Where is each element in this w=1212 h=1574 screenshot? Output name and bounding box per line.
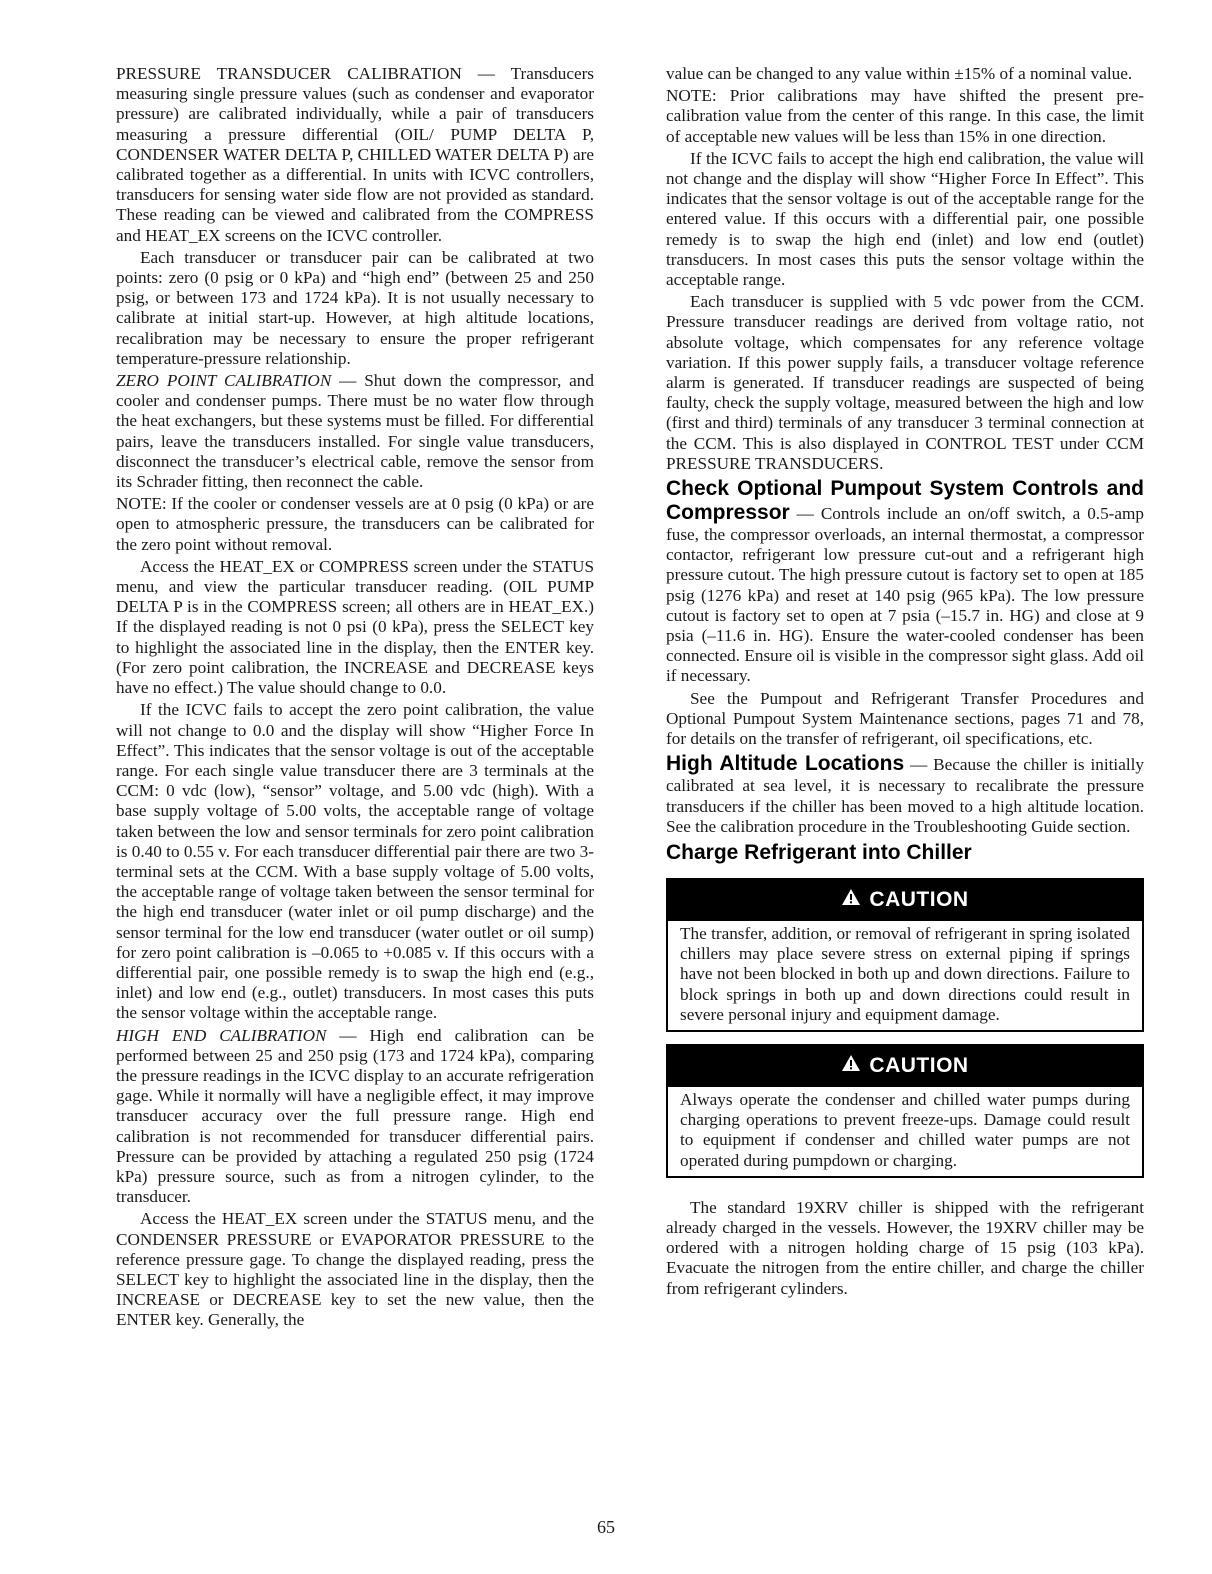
warning-triangle-icon: [841, 1054, 861, 1078]
caution-banner: [668, 1046, 1142, 1087]
paragraph: See the Pumpout and Refrigerant Transfer Procedures and Optional Pumpout System Maintenance sections, pages 71 and 78, for details on the transfer of refrigerant, oil specifications, etc.: [666, 688, 1144, 749]
paragraph: value can be changed to any value within ±15% of a nominal value.: [666, 64, 1133, 83]
caution-banner: [668, 880, 1142, 921]
right-column: [666, 64, 1144, 1299]
high-end-heading: HIGH END CALIBRATION: [116, 1025, 327, 1045]
pumpout-controls-heading: Check Optional Pumpout System Controls and Compressor: [666, 477, 1144, 525]
caution-box: [666, 878, 1144, 1032]
zero-point-heading: ZERO POINT CALIBRATION: [116, 371, 332, 391]
charge-refrigerant-heading: Charge Refrigerant into Chiller: [666, 840, 972, 864]
paragraph: Access the HEAT_EX or COMPRESS screen under the STATUS menu, and view the particular transducer reading. (OIL PUMP DELTA P is in the COMPRESS screen; all others are in HEAT_EX.) If the displayed reading is not 0 psi (0 kPa), press the SELECT key to highlight the associated line in the display, then the ENTER key. (For zero point calibration, the INCREASE and DECREASE keys have no effect.) The value should change to 0.0.: [116, 556, 594, 698]
page-number: 65: [597, 1517, 615, 1537]
high-altitude-heading: High Altitude Locations: [666, 752, 905, 776]
section-runin-heading: PRESSURE TRANSDUCER CALIBRATION —: [116, 64, 511, 83]
paragraph: High Altitude Locations — Because the chiller is initially calibrated at sea level, it is necessary to recalibrate the pressure transducers if the chiller has been moved to a high altitude location. See the calibration procedure in the Troubleshooting Guide section.: [666, 752, 1144, 836]
paragraph: PRESSURE TRANSDUCER CALIBRATION — Transducers measuring single pressure values (such as condenser and evaporator pressure) are calibrated individually, while a pair of transducers measuring a pressure differential (OIL/ PUMP DELTA P, CONDENSER WATER DELTA P, CHILLED WATER DELTA P) are calibrated together as a differential. In units with ICVC controllers, transducers for sensing water side flow are not provided as standard. These reading can be viewed and calibrated from the COMPRESS and HEAT_EX screens on the ICVC controller.: [116, 64, 595, 245]
paragraph: ZERO POINT CALIBRATION — Shut down the compressor, and cooler and condenser pumps. There must be no water flow through the heat exchangers, but these systems must be filled. For differential pairs, leave the transducers installed. For single value transducers, disconnect the transducer’s electrical cable, remove the sensor from its Schrader fitting, then reconnect the cable.: [116, 371, 594, 492]
note-paragraph: NOTE: If the cooler or condenser vessels are at 0 psig (0 kPa) or are open to atmospheric pressure, the transducers can be calibrated for the zero point without removal.: [116, 494, 594, 554]
paragraph: Each transducer is supplied with 5 vdc power from the CCM. Pressure transducer readings are derived from voltage ratio, not absolute voltage, which compensates for any reference voltage variation. If this power supply fails, a transducer voltage reference alarm is generated. If transducer readings are suspected of being faulty, check the supply voltage, measured between the high and low (first and third) terminals of any transducer 3 terminal connection at the CCM. This is also displayed in CONTROL TEST under CCM PRESSURE TRANSDUCERS.: [666, 292, 1144, 473]
paragraph: The standard 19XRV chiller is shipped with the refrigerant already charged in the vessels. However, the 19XRV chiller may be ordered with a nitrogen holding charge of 15 psig (103 kPa). Evacuate the nitrogen from the entire chiller, and charge the chiller from refrigerant cylinders.: [666, 1197, 1144, 1298]
caution-title: CAUTION: [869, 1053, 969, 1077]
caution-title: CAUTION: [869, 887, 969, 911]
paragraph: HIGH END CALIBRATION — High end calibration can be performed between 25 and 250 psig (173 and 1724 kPa), comparing the pressure readings in the ICVC display to an accurate refrigeration gage. While it normally will have a negligible effect, it may improve transducer accuracy over the full pressure range. High end calibration is not recommended for transducer differential pairs. Pressure can be provided by attaching a regulated 250 psig (1724 kPa) pressure source, such as from a nitrogen cylinder, to the transducer.: [116, 1025, 594, 1207]
warning-triangle-icon: [841, 888, 861, 912]
paragraph: If the ICVC fails to accept the zero point calibration, the value will not change to 0.0 and the display will show “Higher Force In Effect”. This indicates that the sensor voltage is out of the acceptable range. For each single value transducer there are 3 terminals at the CCM: 0 vdc (low), “sensor” voltage, and 5.00 vdc (high). With a base supply voltage of 5.00 volts, the acceptable range of voltage taken between the low and sensor terminals for zero point calibration is 0.40 to 0.55 v. For each transducer differential pair there are two 3-terminal sets at the CCM. With a base supply voltage of 5.00 volts, the acceptable range of voltage taken between the sensor terminal for the high end transducer (water inlet or oil pump discharge) and the sensor terminal for the low end transducer (water outlet or oil sump) for zero point calibration is –0.065 to +0.085 v. If this occurs with a differential pair, one possible remedy is to swap the high end (e.g., inlet) and low end (e.g., outlet) transducers. In most cases this puts the sensor voltage within the acceptable range.: [116, 700, 594, 1023]
paragraph: Access the HEAT_EX screen under the STATUS menu, and the CONDENSER PRESSURE or EVAPORATOR PRESSURE to the reference pressure gage. To change the displayed reading, press the SELECT key to highlight the associated line in the display, then the INCREASE or DECREASE key to set the new value, then the ENTER key. Generally, the: [116, 1209, 594, 1330]
paragraph: If the ICVC fails to accept the high end calibration, the value will not change and the display will show “Higher Force In Effect”. This indicates that the sensor voltage is out of the acceptable range for the entered value. If this occurs with a differential pair, one possible remedy is to swap the high end (inlet) and low end (outlet) transducers. In most cases this puts the sensor voltage within the acceptable range.: [666, 148, 1144, 290]
paragraph: Each transducer or transducer pair can be calibrated at two points: zero (0 psig or 0 kPa) and “high end” (between 25 and 250 psig, or between 173 and 1724 kPa). It is not usually necessary to calibrate at initial start-up. However, at high altitude locations, recalibration may be necessary to ensure the proper refrigerant temperature-pressure relationship.: [116, 247, 594, 368]
note-paragraph: NOTE: Prior calibrations may have shifted the present pre-calibration value from the center of this range. In this case, the limit of acceptable new values will be less than 15% in one direction.: [666, 86, 1144, 146]
caution-text: The transfer, addition, or removal of refrigerant in spring isolated chillers may place severe stress on external piping if springs have not been blocked in both up and down directions. Failure to block springs in both up and down directions could result in severe personal injury and equipment damage.: [680, 923, 1130, 1024]
paragraph: Check Optional Pumpout System Controls and Compressor — Controls include an on/off switch, a 0.5-amp fuse, the compressor overloads, an internal thermostat, a compressor contactor, refrigerant low pressure cut-out and a refrigerant high pressure cutout. The high pressure cutout is factory set to open at 185 psig (1276 kPa) and reset at 140 psig (965 kPa). The low pressure cutout is factory set to open at 7 psia (–15.7 in. HG) and close at 9 psia (–11.6 in. HG). Ensure the water-cooled condenser has been connected. Ensure oil is visible in the compressor sight glass. Add oil if necessary.: [666, 477, 1144, 686]
left-column: [116, 64, 594, 1331]
caution-box: [666, 1044, 1144, 1178]
caution-text: Always operate the condenser and chilled water pumps during charging operations to prevent freeze-ups. Damage could result to equipment if condenser and chilled water pumps are not operated during pumpdown or charging.: [680, 1089, 1130, 1170]
